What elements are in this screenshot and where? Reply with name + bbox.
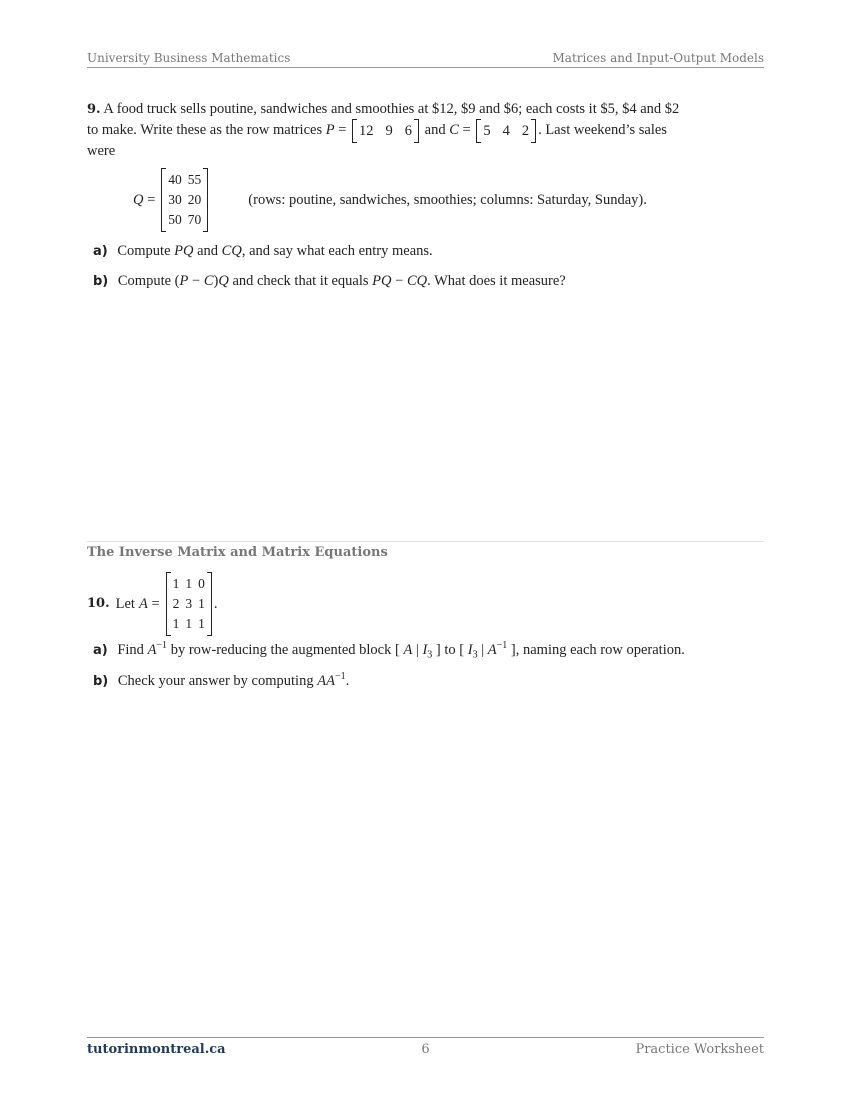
matrix-A-cell: 1 [198, 596, 205, 611]
q10-part-a: a) Find $A^{-1}$ by row-reducing the augmented block [ A | $I_3$ ] to [ $I_3$ | $A^{-1}$ ], naming each row operation. [93, 640, 685, 661]
matrix-Q-cell: 50 [168, 212, 182, 227]
matrix-A-cell: 0 [198, 576, 205, 591]
matrix-P-cell: 9 [385, 122, 393, 139]
matrix-Q-cell: 20 [187, 192, 202, 207]
q10-part-a-text: , naming each row operation. [515, 641, 685, 658]
matrix-C-cell: 2 [521, 122, 530, 139]
footer-rule [87, 1037, 764, 1038]
matrix-Q [161, 170, 208, 230]
q9-part-b-text: and check that it equals [232, 273, 369, 289]
q9-part-a-text: and [197, 243, 219, 259]
footer-site-link[interactable]: tutorinmontreal.ca [87, 1042, 226, 1057]
worksheet-page [87, 0, 764, 1100]
matrix-Q-cell: 55 [187, 172, 202, 187]
matrix-A-cell: 1 [185, 576, 193, 591]
matrix-Q-cell: 70 [187, 212, 202, 227]
q10-part-a-text: by row-reducing the augmented block [170, 641, 392, 658]
q10-let-text: Let [115, 596, 135, 612]
page-footer [87, 1042, 764, 1057]
q10-part-a-text: Find [117, 641, 144, 658]
section-rule [87, 541, 764, 542]
q9-part-b: b) Compute (P − C)Q and check that it equals PQ − CQ. What does it measure? [93, 273, 566, 289]
question-10: 10. Let A = 1 1 0 2 3 1 1 1 1 . [87, 574, 218, 634]
header-rule [87, 67, 764, 68]
q9-text-1: A food truck sells poutine, sandwiches and smoothies at $12, $9 and $6; each costs it $5, $4 and $2 [103, 101, 680, 117]
q10-number: 10. [87, 596, 110, 611]
matrix-A-cell: 1 [172, 616, 180, 631]
q10-part-a-text: to [444, 641, 456, 658]
q9-line-2: to make. Write these as the row matrices P = 12 9 6 and C = 5 4 2 . Last weekend’s sales [87, 122, 667, 139]
matrix-A-cell: 1 [172, 576, 180, 591]
q9-text-2a: to make. Write these as the row matrices [87, 122, 323, 138]
matrix-P [352, 121, 419, 141]
matrix-A-cell: 1 [198, 616, 205, 631]
q10-part-b: b) Check your answer by computing $AA^{-1}$. [93, 671, 350, 689]
header-chapter-title: Matrices and Input-Output Models [552, 51, 764, 65]
question-9 [87, 99, 764, 161]
matrix-P-cell: 6 [404, 122, 413, 139]
matrix-Q-cell: 30 [168, 192, 182, 207]
matrix-C-cell: 5 [483, 122, 491, 139]
q9-text-2b: and [424, 122, 446, 138]
matrix-A-cell: 2 [172, 596, 180, 611]
q10-part-b-text: Check your answer by computing [117, 672, 314, 689]
q9-part-a-label: a) [93, 244, 108, 259]
q10-part-a-label: a) [93, 642, 108, 658]
q10-part-b-label: b) [93, 673, 109, 689]
q9-matrix-Q-display: Q = 40 55 30 20 50 70 (rows: poutine, sandwiches, smoothies; columns: Saturday, Sunday). [133, 170, 647, 230]
q9-matrix-note: (rows: poutine, sandwiches, smoothies; columns: Saturday, Sunday). [248, 192, 647, 208]
q9-part-b-text: . What does it measure? [427, 273, 566, 289]
footer-page-number: 6 [421, 1042, 430, 1057]
q9-text-2c: . Last weekend’s sales [538, 122, 667, 138]
matrix-P-cell: 12 [359, 122, 374, 139]
q9-part-a-text: , and say what each entry means. [241, 243, 433, 259]
header-course-title: University Business Mathematics [87, 51, 291, 65]
footer-label: Practice Worksheet [635, 1042, 764, 1057]
matrix-A-cell: 1 [185, 616, 193, 631]
q9-part-b-text: Compute [117, 273, 172, 289]
q9-number: 9. [87, 102, 101, 117]
matrix-C-cell: 4 [502, 122, 510, 139]
matrix-C [476, 121, 536, 141]
q9-part-a: a) Compute PQ and CQ, and say what each entry means. [93, 243, 433, 259]
q9-line-3: were [87, 142, 116, 159]
page-header [87, 51, 764, 65]
q9-part-b-label: b) [93, 274, 109, 289]
matrix-Q-cell: 40 [168, 172, 182, 187]
q9-part-a-text: Compute [117, 243, 171, 259]
matrix-A-cell: 3 [185, 596, 193, 611]
matrix-A [166, 574, 212, 634]
section-title: The Inverse Matrix and Matrix Equations [87, 545, 388, 560]
q9-line-1 [87, 99, 764, 120]
